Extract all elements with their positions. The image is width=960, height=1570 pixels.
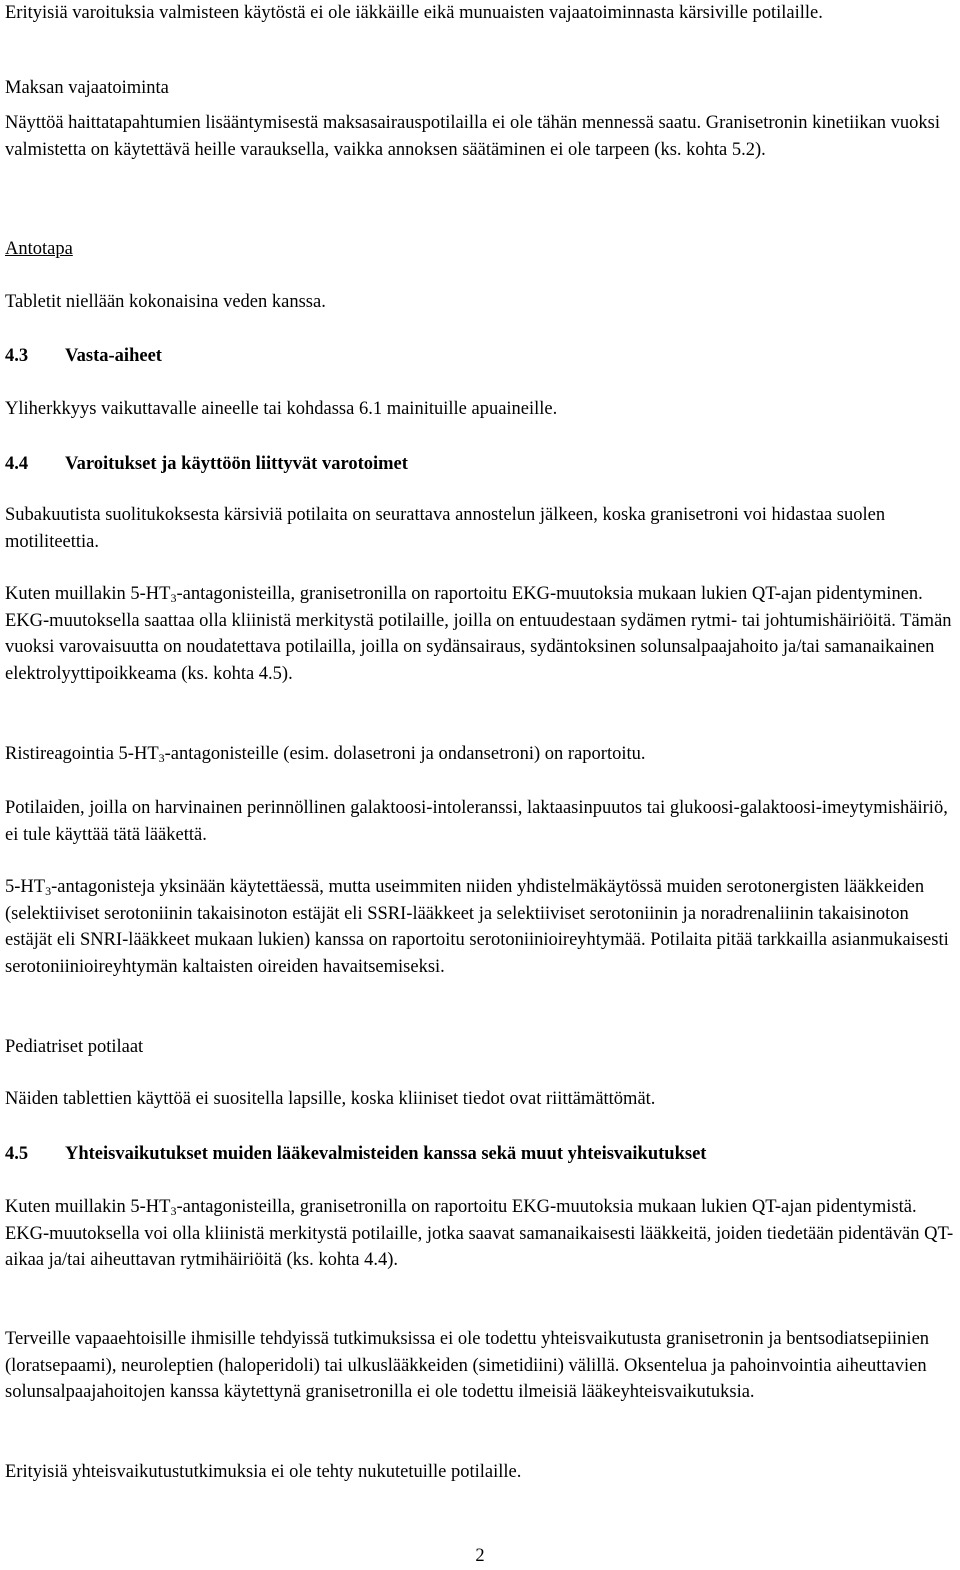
page-number: 2 (475, 1546, 485, 1566)
text-fragment: Kuten muillakin 5-HT (5, 1197, 171, 1217)
section-4-4-paragraph-5 (5, 874, 955, 980)
liver-subheading: Maksan vajaatoiminta (5, 78, 169, 98)
subscript: 3 (158, 751, 165, 765)
section-4-4-heading (5, 451, 955, 478)
subscript: 3 (45, 884, 52, 898)
section-4-5-heading (5, 1141, 955, 1168)
section-4-4-paragraph-4: Potilaiden, joilla on harvinainen perinnöllinen galaktoosi-intoleranssi, laktaasinpuutos tai glukoosi-galaktoosi-imeytymishäiriö, ei tule käyttää tätä lääkettä. (5, 798, 948, 845)
text-fragment: -antagonisteilla, granisetronilla on raportoitu EKG-muutoksia mukaan lukien QT-ajan pidentyminen. EKG-muutoksella saattaa olla kliinistä merkitystä potilaille, joilla on entuudestaan sydämen rytmi- tai johtumishäiriöitä. Tämän vuoksi varovaisuutta on noudatettava potilailla, joilla on sydänsairaus, sydäntoksinen solunsalpaajahoito ja/tai samanaikainen elektrolyyttipoikkeama (ks. kohta 4.5). (5, 584, 952, 684)
section-number: 4.4 (5, 454, 29, 474)
subscript: 3 (170, 1204, 177, 1218)
section-4-3-paragraph: Yliherkkyys vaikuttavalle aineelle tai kohdassa 6.1 mainituille apuaineille. (5, 399, 558, 419)
section-4-4-paragraph-2 (5, 581, 955, 687)
section-title: Varoitukset ja käyttöön liittyvät varotoimet (65, 454, 408, 474)
text-fragment: Ristireagointia 5-HT (5, 744, 159, 764)
pediatric-subheading: Pediatriset potilaat (5, 1037, 144, 1057)
section-4-3-heading (5, 343, 955, 370)
text-fragment: 5-HT (5, 877, 46, 897)
intro-paragraph: Erityisiä varoituksia valmisteen käytöstä ei ole iäkkäille eikä munuaisten vajaatoiminnasta kärsiville potilaille. (5, 3, 823, 23)
section-title: Vasta-aiheet (65, 346, 162, 366)
text-fragment: -antagonisteja yksinään käytettäessä, mutta useimmiten niiden yhdistelmäkäytössä muiden serotonergisten lääkkeiden (selektiiviset serotoniinin takaisinoton estäjät eli SSRI-lääkkeet ja selektiiviset serotoniinin ja noradrenaliinin takaisinoton estäjät eli SNRI-lääkkeet mukaan lukien) kanssa on raportoitu serotoniinioireyhtymää. Potilaita pitää tarkkailla asianmukaisesti serotoniinioireyhtymän kaltaisten oireiden havaitsemiseksi. (5, 877, 949, 977)
section-title: Yhteisvaikutukset muiden lääkevalmisteiden kanssa sekä muut yhteisvaikutukset (65, 1144, 707, 1164)
section-number: 4.3 (5, 346, 29, 366)
administration-paragraph: Tabletit niellään kokonaisina veden kanssa. (5, 292, 326, 312)
text-fragment: -antagonisteilla, granisetronilla on raportoitu EKG-muutoksia mukaan lukien QT-ajan pidentymistä. EKG-muutoksella voi olla kliinistä merkitystä potilaille, jotka saavat samanaikaisesti lääkkeitä, joiden tiedetään pidentävän QT-aikaa ja/tai aiheuttavan rytmihäiriöitä (ks. kohta 4.4). (5, 1197, 954, 1270)
liver-paragraph: Näyttöä haittatapahtumien lisääntymisestä maksasairauspotilailla ei ole tähän mennessä saatu. Granisetronin kinetiikan vuoksi valmistetta on käytettävä heille varauksella, vaikka annoksen säätäminen ei ole tarpeen (ks. kohta 5.2). (5, 113, 941, 160)
section-number: 4.5 (5, 1144, 29, 1164)
administration-subheading: Antotapa (5, 239, 73, 259)
section-4-5-paragraph-3: Erityisiä yhteisvaikutustutkimuksia ei ole tehty nukutetuille potilaille. (5, 1462, 522, 1482)
text-fragment: Kuten muillakin 5-HT (5, 584, 171, 604)
section-4-4-paragraph-3 (5, 741, 955, 768)
text-fragment: -antagonisteille (esim. dolasetroni ja ondansetroni) on raportoitu. (164, 744, 646, 764)
section-4-5-paragraph-1 (5, 1194, 955, 1274)
section-4-4-paragraph-1: Subakuutista suolitukoksesta kärsiviä potilaita on seurattava annostelun jälkeen, koska granisetroni voi hidastaa suolen motiliteettia. (5, 505, 886, 552)
section-4-5-paragraph-2: Terveille vapaaehtoisille ihmisille tehdyissä tutkimuksissa ei ole todettu yhteisvaikutusta granisetronin ja bentsodiatsepiinien (loratsepaami), neuroleptien (haloperidoli) tai ulkuslääkkeiden (simetidiini) välillä. Oksentelua ja pahoinvointia aiheuttavien solunsalpaajahoitojen kanssa käytettynä granisetronilla ei ole todettu ilmeisiä lääkeyhteisvaikutuksia. (5, 1329, 930, 1402)
pediatric-paragraph: Näiden tablettien käyttöä ei suositella lapsille, koska kliiniset tiedot ovat riittämättömät. (5, 1089, 656, 1109)
subscript: 3 (170, 591, 177, 605)
